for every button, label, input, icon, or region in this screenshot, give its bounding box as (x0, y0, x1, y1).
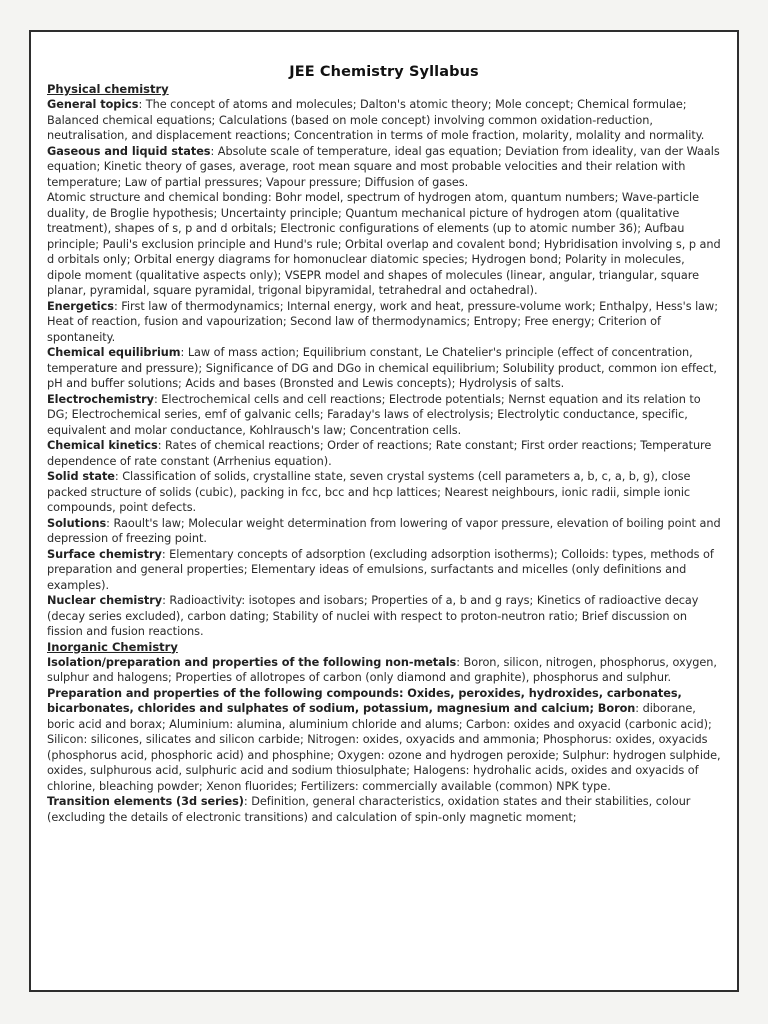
topic-term: Preparation and properties of the following compounds: Oxides, peroxides, hydroxides, carbonates, bicarbonates, chlorides and sulphates of sodium, potassium, magnesium and calcium; Boron (47, 686, 682, 715)
topic-electrochemistry (47, 392, 721, 439)
syllabus-page (29, 30, 739, 992)
section-heading: Inorganic Chemistry (47, 639, 178, 654)
topic-general-topics (47, 97, 721, 144)
topic-term: Solutions (47, 516, 107, 530)
topic-text: : Boron, silicon, nitrogen, phosphorus, oxygen, sulphur and halogens; Properties of allotropes of carbon (only diamond and graphite), phosphorus and sulphur. (47, 655, 717, 684)
topic-text: : The concept of atoms and molecules; Dalton's atomic theory; Mole concept; Chemical formulae; Balanced chemical equations; Calculations (based on mole concept) involving common oxidation-reduction, neutralisation, and displacement reactions; Concentration in terms of mole fraction, molarity, molality and normality. (47, 98, 705, 142)
topic-compounds (47, 686, 721, 795)
topic-chemical-kinetics (47, 438, 721, 469)
topic-text: Atomic structure and chemical bonding: Bohr model, spectrum of hydrogen atom, quantum numbers; Wave-particle duality, de Broglie hypothesis; Uncertainty principle; Quantum mechanical picture of hydrogen atom (qualitative treatment), shapes of s, p and d orbitals; Electronic configurations of elements (up to atomic number 36); Aufbau principle; Pauli's exclusion principle and Hund's rule; Orbital overlap and covalent bond; Hybridisation involving s, p and d orbitals only; Orbital energy diagrams for homonuclear diatomic species; Hydrogen bond; Polarity in molecules, dipole moment (qualitative aspects only); VSEPR model and shapes of molecules (linear, angular, triangular, square planar, pyramidal, square pyramidal, trigonal bipyramidal, tetrahedral and octahedral). (47, 191, 721, 297)
topic-term: Chemical equilibrium (47, 346, 181, 359)
topic-term: Transition elements (3d series) (47, 795, 244, 808)
topic-text: : Classification of solids, crystalline state, seven crystal systems (cell parameters a, b, c, a, b, g), close packed structure of solids (cubic), packing in fcc, bcc and hcp lattices; Nearest neighbours, ionic radii, simple ionic compounds, point defects. (47, 470, 691, 514)
topic-chemical-equilibrium (47, 345, 721, 392)
topic-term: Isolation/preparation and properties of the following non-metals (47, 655, 457, 669)
topic-text: : diborane, boric acid and borax; Aluminium: alumina, aluminium chloride and alums; Carbon: oxides and oxyacid (carbonic acid); Silicon: silicones, silicates and silicon carbide; Nitrogen: oxides, oxyacids and ammonia; Phosphorus: oxides, oxyacids (phosphorus acid, phosphoric acid) and phosphine; Oxygen: ozone and hydrogen peroxide; Sulphur: hydrogen sulphide, oxides, sulphurous acid, sulphuric acid and sodium thiosulphate; Halogens: hydrohalic acids, oxides and oxyacids of chlorine, bleaching powder; Xenon fluorides; Fertilizers: commercially available (common) NPK type. (47, 702, 721, 793)
topic-surface-chemistry (47, 547, 721, 594)
topic-atomic-structure (47, 190, 721, 299)
section-inorganic-chemistry (47, 640, 721, 826)
topic-nuclear-chemistry (47, 593, 721, 640)
topic-text: : Electrochemical cells and cell reactions; Electrode potentials; Nernst equation and its relation to DG; Electrochemical series, emf of galvanic cells; Faraday's laws of electrolysis; Electrolytic conductance, specific, equivalent and molar conductance, Kohlrausch's law; Concentration cells. (47, 392, 701, 437)
topic-text: : Radioactivity: isotopes and isobars; Properties of a, b and g rays; Kinetics of radioactive decay (decay series excluded), carbon dating; Stability of nuclei with respect to proton-neutron ratio; Brief discussion on fission and fusion reactions. (47, 594, 699, 638)
topic-non-metals (47, 655, 721, 686)
section-heading: Physical chemistry (47, 82, 169, 96)
topic-term: Energetics (47, 299, 114, 313)
topic-text: : Rates of chemical reactions; Order of reactions; Rate constant; First order reactions; Temperature dependence of rate constant (Arrhenius equation). (47, 439, 712, 468)
topic-text: : First law of thermodynamics; Internal energy, work and heat, pressure-volume work; Enthalpy, Hess's law; Heat of reaction, fusion and vapourization; Second law of thermodynamics; Entropy; Free energy; Criterion of spontaneity. (47, 299, 718, 344)
topic-energetics (47, 299, 721, 346)
topic-text: : Raoult's law; Molecular weight determination from lowering of vapor pressure, elevation of boiling point and depression of freezing point. (47, 516, 721, 545)
topic-gaseous-liquid-states (47, 144, 721, 191)
topic-term: Surface chemistry (47, 547, 162, 561)
topic-term: Nuclear chemistry (47, 594, 163, 607)
topic-text: : Definition, general characteristics, oxidation states and their stabilities, colour (excluding the details of electronic transitions) and calculation of spin-only magnetic moment; (47, 795, 691, 824)
topic-text: : Law of mass action; Equilibrium constant, Le Chatelier's principle (effect of concentration, temperature and pressure); Significance of DG and DGo in chemical equilibrium; Solubility product, common ion effect, pH and buffer solutions; Acids and bases (Bronsted and Lewis concepts); Hydrolysis of salts. (47, 346, 717, 390)
topic-text: : Elementary concepts of adsorption (excluding adsorption isotherms); Colloids: types, methods of preparation and general properties; Elementary ideas of emulsions, surfactants and micelles (only definitions and examples). (47, 547, 714, 592)
page-title: JEE Chemistry Syllabus (289, 64, 479, 80)
topic-text: : Absolute scale of temperature, ideal gas equation; Deviation from ideality, van der Waals equation; Kinetic theory of gases, average, root mean square and most probable velocities and their relation with temperature; Law of partial pressures; Vapour pressure; Diffusion of gases. (47, 144, 720, 189)
topic-solutions (47, 516, 721, 547)
topic-transition-elements (47, 794, 721, 825)
topic-term: Chemical kinetics (47, 439, 158, 452)
section-physical-chemistry (47, 82, 721, 640)
topic-term: Gaseous and liquid states (47, 144, 211, 158)
topic-solid-state (47, 469, 721, 516)
topic-term: Solid state (47, 470, 115, 483)
topic-term: Electrochemistry (47, 392, 154, 406)
topic-term: General topics (47, 98, 139, 111)
